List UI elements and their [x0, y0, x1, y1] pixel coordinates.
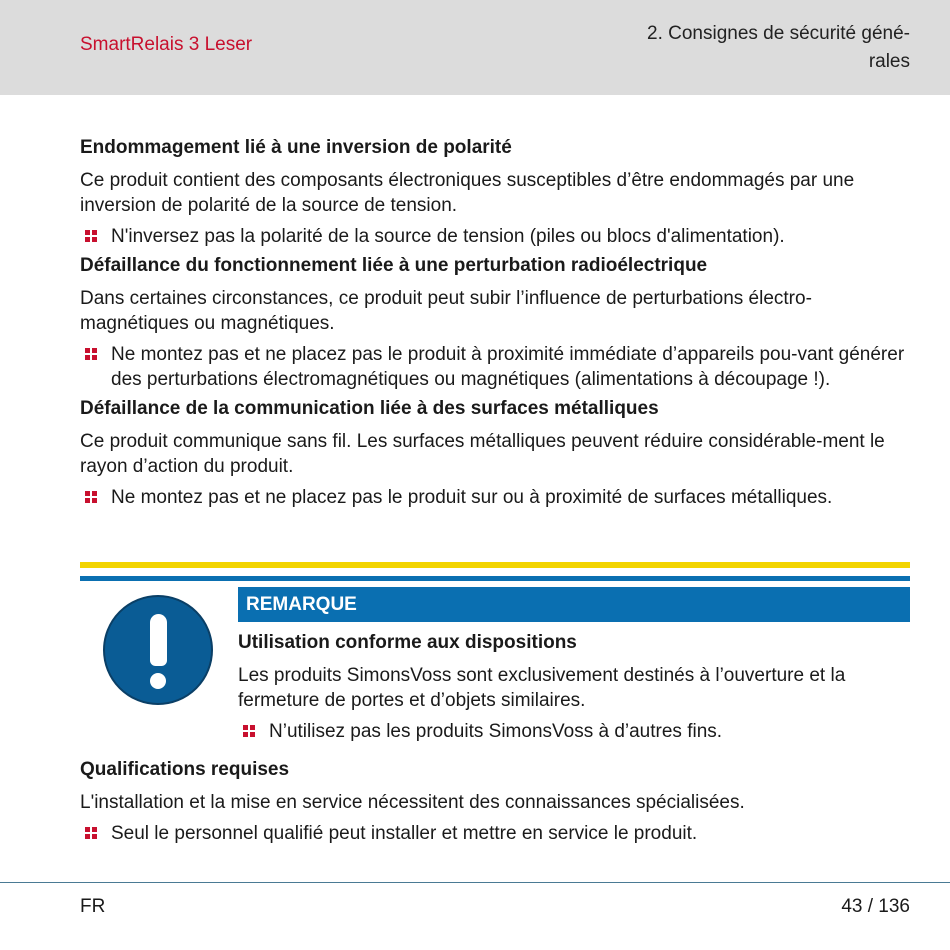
chapter-title: [580, 20, 910, 76]
bullet-item-metal: [80, 485, 912, 510]
red-square-bullet-icon: [243, 725, 255, 737]
red-square-bullet-icon: [85, 348, 97, 360]
note-bullet-item: [238, 719, 910, 744]
footer-language: FR: [80, 896, 106, 917]
red-square-bullet-icon: [85, 230, 97, 242]
note-body: [238, 628, 910, 744]
brand-title: SmartRelais 3 Leser: [80, 34, 253, 55]
chapter-title-line2: rales: [868, 51, 910, 72]
bullet-text-polarity: N'inversez pas la polarité de la source de tension (piles ou blocs d'alimentation).: [111, 226, 785, 247]
bullet-item-polarity: [80, 224, 912, 249]
qualifications-bullet-item: [80, 821, 912, 846]
bullet-item-radio: [80, 342, 912, 392]
qualifications-section: [80, 755, 912, 846]
note-rule-yellow: [80, 562, 910, 568]
note-heading: Utilisation conforme aux dispositions: [238, 632, 577, 653]
qualifications-heading: Qualifications requises: [80, 759, 290, 780]
section-text-polarity: Ce produit contient des composants électroniques susceptibles d’être endommagés par une inversion de polarité de la source de tension.: [80, 170, 855, 216]
note-bullet-text: N’utilisez pas les produits SimonsVoss à d’autres fins.: [269, 721, 723, 742]
bullet-text-radio: Ne montez pas et ne placez pas le produit à proximité immédiate d’appareils pou-vant générer des perturbations électromagnétiques ou magnétiques (alimentations à découpage !).: [111, 344, 905, 390]
qualifications-bullet-text: Seul le personnel qualifié peut installer et mettre en service le produit.: [111, 823, 698, 844]
qualifications-text: L'installation et la mise en service nécessitent des connaissances spécialisées.: [80, 792, 745, 813]
section-heading-metal: Défaillance de la communication liée à des surfaces métalliques: [80, 398, 659, 419]
note-banner: REMARQUE: [238, 587, 910, 622]
note-rule-blue: [80, 576, 910, 581]
red-square-bullet-icon: [85, 827, 97, 839]
bullet-text-metal: Ne montez pas et ne placez pas le produit sur ou à proximité de surfaces métalliques.: [111, 487, 833, 508]
exclamation-circle-icon: [103, 595, 213, 705]
section-text-radio: Dans certaines circonstances, ce produit peut subir l’influence de perturbations électro-magnétiques ou magnétiques.: [80, 288, 812, 334]
section-heading-radio: Défaillance du fonctionnement liée à une perturbation radioélectrique: [80, 255, 708, 276]
page-header: [0, 0, 950, 95]
chapter-title-line1: 2. Consignes de sécurité géné-: [647, 23, 910, 44]
page-number: 43 / 136: [841, 896, 910, 917]
section-text-metal: Ce produit communique sans fil. Les surfaces métalliques peuvent réduire considérable-ment le rayon d’action du produit.: [80, 431, 885, 477]
safety-sections: [80, 133, 912, 510]
note-text: Les produits SimonsVoss sont exclusivement destinés à l’ouverture et la fermeture de portes et d’objets similaires.: [238, 665, 846, 711]
footer-divider: [0, 882, 950, 883]
section-heading-polarity: Endommagement lié à une inversion de polarité: [80, 137, 512, 158]
red-square-bullet-icon: [85, 491, 97, 503]
